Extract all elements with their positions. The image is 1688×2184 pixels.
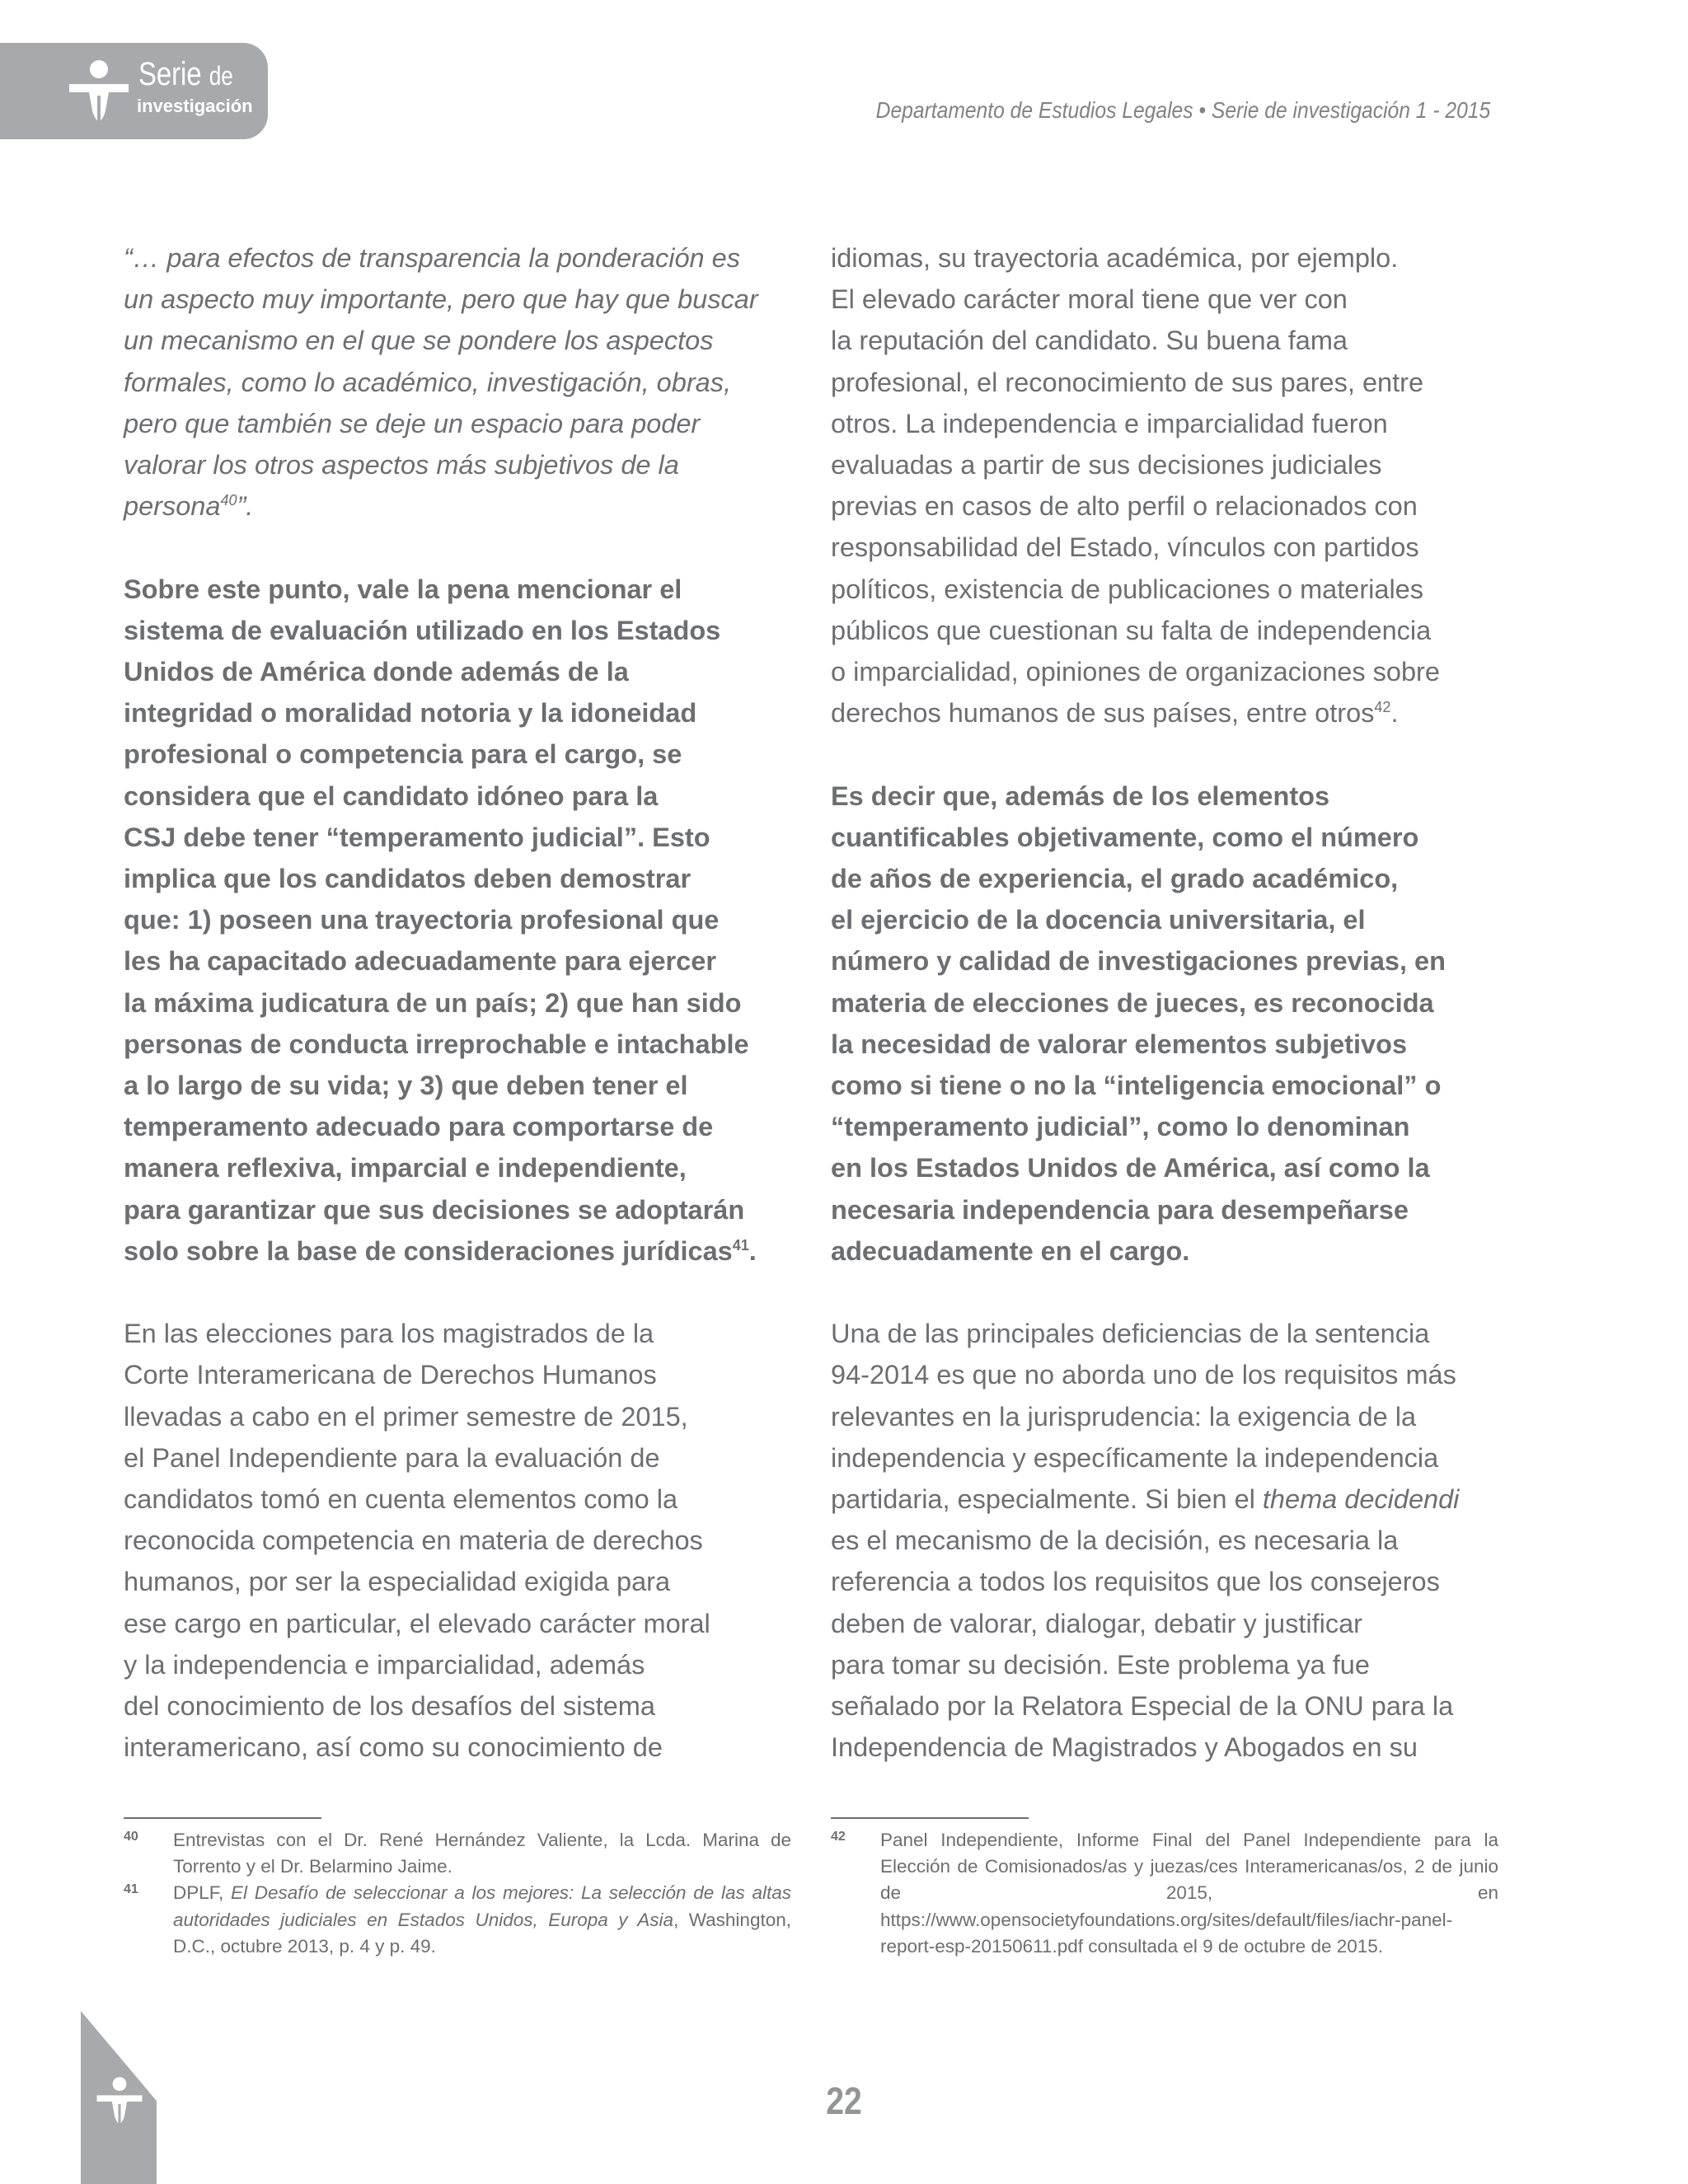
footnote-divider-right [831, 1817, 1029, 1819]
footnote-divider-left [124, 1817, 321, 1819]
body-paragraph-right-1: idiomas, su trayectoria académica, por ejemplo. El elevado carácter moral tiene que ver con la reputación del candidato. Su buena fama profesional, el reconocimiento de sus pares, entre otros. La independencia e imparcialidad fueron evaluadas a partir de sus decisiones judiciales previas en casos de alto perfil o relacionados con responsabilidad del Estado, vínculos con partidos políticos, existencia de publicaciones o materiales públicos que cuestionan su falta de independencia o imparcialidad, opiniones de organizaciones sobre derechos humanos de sus países, entre otros$^{42}$. [831, 243, 1440, 729]
badge-serie-text: Serie de [138, 56, 233, 92]
footnotes-right [831, 1827, 1498, 1960]
bold-paragraph-right: Es decir que, además de los elementos cuantificables objetivamente, como el número de años de experiencia, el grado académico, el ejercicio de la docencia universitaria, el número y calidad de investigaciones previas, en materia de elecciones de jueces, es reconocida la necesidad de valorar elementos subjetivos como si tiene o no la “inteligencia emocional” o “temperamento judicial”, como lo denominan en los Estados Unidos de América, así como la necesaria independencia para desempeñarse adecuadamente en el cargo. [831, 780, 1446, 1266]
person-figure-icon [68, 59, 130, 125]
footnotes-left [124, 1827, 791, 1960]
footnote-ref-40[interactable]: 40 [220, 492, 237, 509]
right-column [831, 237, 1498, 1810]
footnote-42 [831, 1827, 1498, 1960]
footnote-text: DPLF, El Desafío de seleccionar a los mejores: La selección de las altas autoridades judiciales en Estados Unidos, Europa y Asia, Washington, D.C., octubre 2013, p. 4 y p. 49. [173, 1882, 791, 1957]
footnote-number: 41 [124, 1882, 138, 1897]
page-number: 22 [826, 2079, 862, 2122]
badge-subtitle: investigación [137, 96, 253, 116]
running-header: Departamento de Estudios Legales • Serie de investigación 1 - 2015 [875, 97, 1490, 123]
body-paragraph-right-2: Una de las principales deficiencias de la sentencia 94-2014 es que no aborda uno de los requisitos más relevantes en la jurisprudencia: la exigencia de la independencia y específicamente la independencia partidaria, especialmente. Si bien el thema decidendi es el mecanismo de la decisión, es necesaria la referencia a todos los requisitos que los consejeros deben de valorar, dialogar, debatir y justificar para tomar su decisión. Este problema ya fue señalado por la Relatora Especial de la ONU para la Independencia de Magistrados y Abogados en su [831, 1319, 1460, 1763]
left-column [124, 237, 791, 1810]
series-badge [0, 43, 268, 139]
footnote-number: 42 [831, 1830, 846, 1844]
body-paragraph-left: En las elecciones para los magistrados de la Corte Interamericana de Derechos Humanos llevadas a cabo en el primer semestre de 2015, el Panel Independiente para la evaluación de candidatos tomó en cuenta elementos como la reconocida competencia en materia de derechos humanos, por ser la especialidad exigida para ese cargo en particular, el elevado carácter moral y la independencia e imparcialidad, además del conocimiento de los desafíos del sistema interamericano, así como su conocimiento de [124, 1319, 710, 1763]
bold-paragraph-left: Sobre este punto, vale la pena mencionar el sistema de evaluación utilizado en los Estados Unidos de América donde además de la integridad o moralidad notoria y la idoneidad profesional o competencia para el cargo, se considera que el candidato idóneo para la CSJ debe tener “temperamento judicial”. Esto implica que los candidatos deben demostrar que: 1) poseen una trayectoria profesional que les ha capacitado adecuadamente para ejercer la máxima judicatura de un país; 2) que han sido personas de conducta irreprochable e intachable a lo largo de su vida; y 3) que deben tener el temperamento adecuado para comportarse de manera reflexiva, imparcial e independiente, para garantizar que sus decisiones se adoptarán solo sobre la base de consideraciones jurídicas$^{41}$. [124, 574, 757, 1266]
footnote-ref-42[interactable]: 42 [1374, 699, 1391, 716]
footnote-number: 40 [124, 1830, 138, 1844]
footnote-text: Panel Independiente, Informe Final del Panel Independiente para la Elección de Comisionados/as y juezas/ces Interamericanas/os, 2 de junio de 2015, en https://www.opensocietyfoundations.org/sites/default/files/iachr-panel-report-esp-20150611.pdf consultada el 9 de octubre de 2015. [880, 1830, 1498, 1957]
quote-paragraph: “… para efectos de transparencia la ponderación es un aspecto muy importante, pero que hay que buscar un mecanismo en el que se pondere los aspectos formales, como lo académico, investigación, obras, pero que también se deje un espacio para poder valorar los otros aspectos más subjetivos de la persona$^{40}$”. [124, 243, 758, 522]
footnote-41 [124, 1880, 791, 1960]
footnote-ref-41[interactable]: 41 [732, 1237, 749, 1254]
footnote-text: Entrevistas con el Dr. René Hernández Valiente, la Lcda. Marina de Torrento y el Dr. Belarmino Jaime. [173, 1830, 791, 1877]
footnote-40 [124, 1827, 791, 1880]
